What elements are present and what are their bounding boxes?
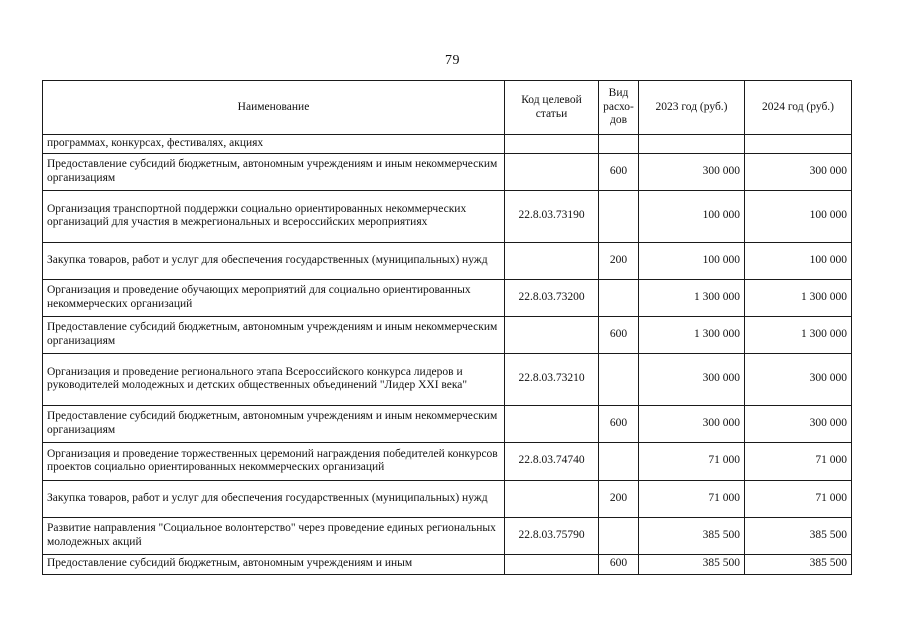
cell-name: Организация и проведение обучающих мероприятий для социально ориентированных некоммерческих организаций <box>43 279 505 316</box>
table-header-row <box>43 81 852 135</box>
cell-amount-2024: 71 000 <box>745 442 852 480</box>
cell-amount-2023: 300 000 <box>639 405 745 442</box>
cell-amount-2024: 1 300 000 <box>745 316 852 353</box>
cell-name: Организация транспортной поддержки социально ориентированных некоммерческих организаций для участия в межрегиональных и всероссийских мероприятиях <box>43 190 505 242</box>
cell-amount-2024 <box>745 135 852 154</box>
cell-target-code <box>505 554 599 574</box>
table-row <box>43 242 852 279</box>
cell-target-code <box>505 480 599 517</box>
table-row <box>43 405 852 442</box>
table-row <box>43 353 852 405</box>
cell-amount-2023: 100 000 <box>639 242 745 279</box>
cell-amount-2024: 1 300 000 <box>745 279 852 316</box>
cell-name: Развитие направления "Социальное волонтерство" через проведение единых региональных молодежных акций <box>43 517 505 554</box>
cell-amount-2024: 100 000 <box>745 242 852 279</box>
table-row <box>43 480 852 517</box>
cell-expense-type: 600 <box>599 554 639 574</box>
cell-name: Предоставление субсидий бюджетным, автономным учреждениям и иным некоммерческим организациям <box>43 405 505 442</box>
cell-target-code: 22.8.03.74740 <box>505 442 599 480</box>
table-row <box>43 316 852 353</box>
cell-expense-type <box>599 279 639 316</box>
table-row <box>43 279 852 316</box>
cell-amount-2023: 1 300 000 <box>639 316 745 353</box>
cell-amount-2024: 300 000 <box>745 153 852 190</box>
header-2024: 2024 год (руб.) <box>745 81 852 135</box>
page-number: 79 <box>445 53 460 68</box>
cell-expense-type <box>599 135 639 154</box>
table-row <box>43 135 852 154</box>
cell-target-code <box>505 242 599 279</box>
cell-amount-2024: 71 000 <box>745 480 852 517</box>
cell-amount-2024: 300 000 <box>745 353 852 405</box>
cell-target-code: 22.8.03.73190 <box>505 190 599 242</box>
cell-expense-type: 600 <box>599 316 639 353</box>
cell-amount-2023 <box>639 135 745 154</box>
cell-expense-type <box>599 517 639 554</box>
cell-target-code <box>505 135 599 154</box>
cell-amount-2024: 100 000 <box>745 190 852 242</box>
cell-name: программах, конкурсах, фестивалях, акциях <box>43 135 505 154</box>
cell-name: Предоставление субсидий бюджетным, автономным учреждениям и иным <box>43 554 505 574</box>
cell-target-code: 22.8.03.73200 <box>505 279 599 316</box>
cell-name: Организация и проведение торжественных церемоний награждения победителей конкурсов проектов социально ориентированных некоммерческих организаций <box>43 442 505 480</box>
cell-amount-2024: 385 500 <box>745 554 852 574</box>
header-name: Наименование <box>43 81 505 135</box>
cell-amount-2023: 385 500 <box>639 517 745 554</box>
cell-expense-type <box>599 190 639 242</box>
table-row <box>43 190 852 242</box>
budget-table <box>42 80 852 575</box>
cell-amount-2023: 300 000 <box>639 353 745 405</box>
cell-amount-2023: 71 000 <box>639 442 745 480</box>
cell-expense-type: 200 <box>599 480 639 517</box>
header-2023: 2023 год (руб.) <box>639 81 745 135</box>
cell-target-code <box>505 405 599 442</box>
cell-target-code <box>505 153 599 190</box>
cell-amount-2023: 71 000 <box>639 480 745 517</box>
cell-target-code: 22.8.03.73210 <box>505 353 599 405</box>
cell-amount-2024: 385 500 <box>745 517 852 554</box>
cell-target-code: 22.8.03.75790 <box>505 517 599 554</box>
cell-name: Организация и проведение регионального этапа Всероссийского конкурса лидеров и руководителей молодежных и детских общественных объединений "Лидер XXI века" <box>43 353 505 405</box>
table-row <box>43 554 852 574</box>
table-row <box>43 153 852 190</box>
cell-amount-2023: 385 500 <box>639 554 745 574</box>
cell-expense-type: 200 <box>599 242 639 279</box>
cell-name: Закупка товаров, работ и услуг для обеспечения государственных (муниципальных) нужд <box>43 242 505 279</box>
cell-expense-type <box>599 353 639 405</box>
header-kind: Вид расхо-дов <box>599 81 639 135</box>
cell-expense-type: 600 <box>599 153 639 190</box>
cell-amount-2023: 1 300 000 <box>639 279 745 316</box>
header-code: Код целевой статьи <box>505 81 599 135</box>
cell-target-code <box>505 316 599 353</box>
cell-expense-type <box>599 442 639 480</box>
cell-expense-type: 600 <box>599 405 639 442</box>
cell-amount-2024: 300 000 <box>745 405 852 442</box>
cell-amount-2023: 300 000 <box>639 153 745 190</box>
table-row <box>43 517 852 554</box>
table-row <box>43 442 852 480</box>
cell-name: Предоставление субсидий бюджетным, автономным учреждениям и иным некоммерческим организациям <box>43 153 505 190</box>
cell-name: Закупка товаров, работ и услуг для обеспечения государственных (муниципальных) нужд <box>43 480 505 517</box>
cell-name: Предоставление субсидий бюджетным, автономным учреждениям и иным некоммерческим организациям <box>43 316 505 353</box>
cell-amount-2023: 100 000 <box>639 190 745 242</box>
